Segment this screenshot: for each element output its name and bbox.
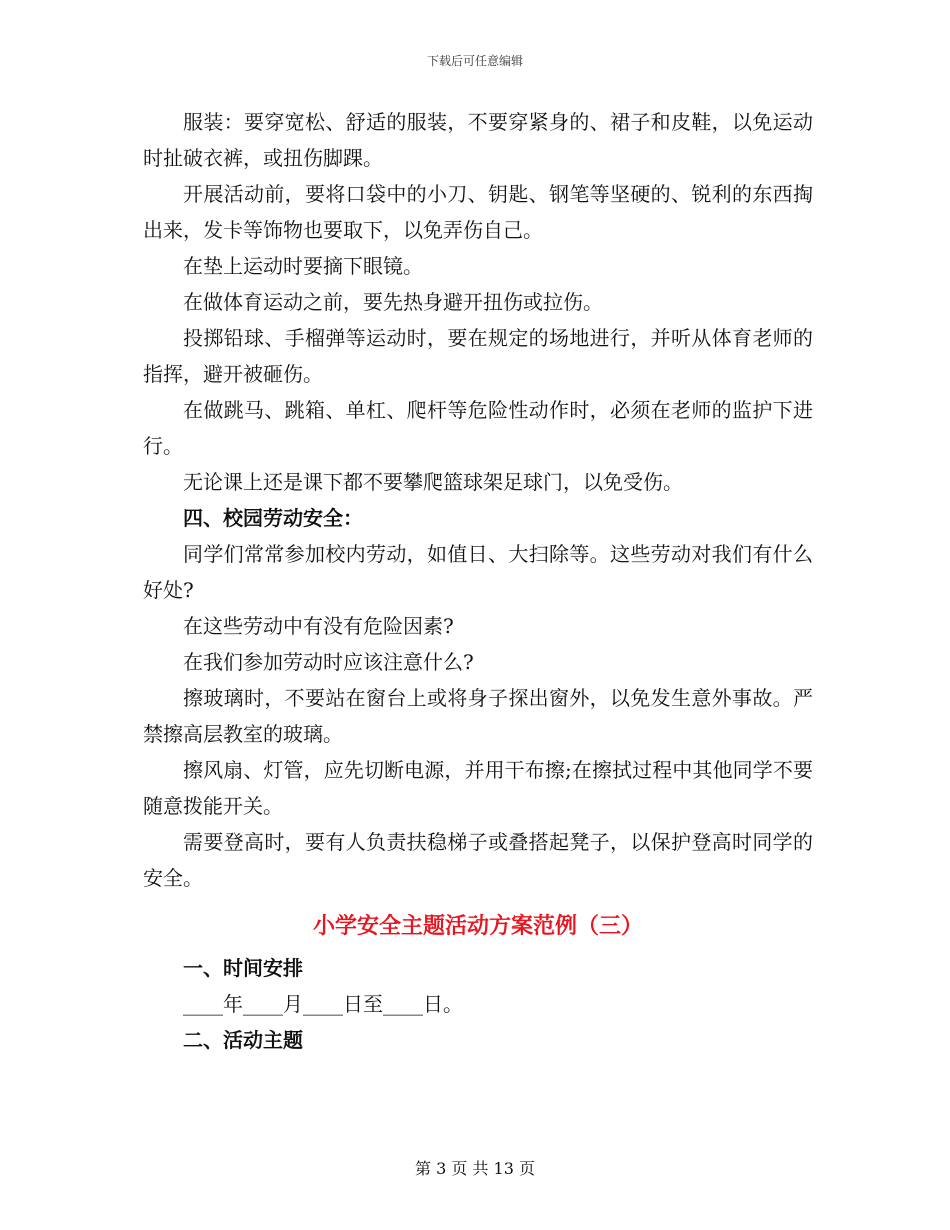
heading-schedule: 一、时间安排	[183, 956, 303, 980]
paragraph-gymnastics: 在做跳马、跳箱、单杠、爬杆等危险性动作时，必须在老师的监护下进行。	[143, 398, 813, 458]
heading-theme: 二、活动主题	[183, 1028, 303, 1052]
paragraph-warmup: 在做体育运动之前，要先热身避开扭伤或拉伤。	[183, 290, 603, 314]
paragraph-glasses: 在垫上运动时要摘下眼镜。	[183, 254, 423, 278]
page-header: 下载后可任意编辑	[426, 54, 523, 68]
paragraph-throwing: 投掷铅球、手榴弹等运动时，要在规定的场地进行，并听从体育老师的指挥，避开被砸伤。	[143, 326, 813, 386]
paragraph-date-blanks: ____年____月____日至____日。	[183, 992, 463, 1016]
paragraph-ladder: 需要登高时，要有人负责扶稳梯子或叠搭起凳子，以保护登高时同学的安全。	[143, 830, 813, 890]
page-number: 第 3 页 共 13 页	[415, 1159, 535, 1178]
paragraph-climbing: 无论课上还是课下都不要攀爬篮球架足球门，以免受伤。	[183, 470, 683, 494]
paragraph-windows: 擦玻璃时，不要站在窗台上或将身子探出窗外，以免发生意外事故。严禁擦高层教室的玻璃。	[143, 686, 813, 746]
paragraph-labor-intro: 同学们常常参加校内劳动，如值日、大扫除等。这些劳动对我们有什么好处?	[143, 542, 813, 602]
paragraph-pockets: 开展活动前，要将口袋中的小刀、钥匙、钢笔等坚硬的、锐利的东西掏出来，发卡等饰物也要取下，以免弄伤自己。	[143, 182, 813, 242]
paragraph-labor-attention: 在我们参加劳动时应该注意什么?	[183, 650, 474, 674]
paragraph-labor-risk: 在这些劳动中有没有危险因素?	[183, 614, 454, 638]
section-title: 小学安全主题活动方案范例（三）	[312, 913, 643, 939]
paragraph-fans-lights: 擦风扇、灯管，应先切断电源，并用干布擦;在擦拭过程中其他同学不要随意拨能开关。	[143, 758, 813, 818]
document-body	[143, 104, 813, 1058]
section-heading-labor-safety: 四、校园劳动安全：	[183, 506, 363, 530]
paragraph-clothing: 服装：要穿宽松、舒适的服装，不要穿紧身的、裙子和皮鞋，以免运动时扯破衣裤，或扭伤脚踝。	[143, 110, 813, 170]
